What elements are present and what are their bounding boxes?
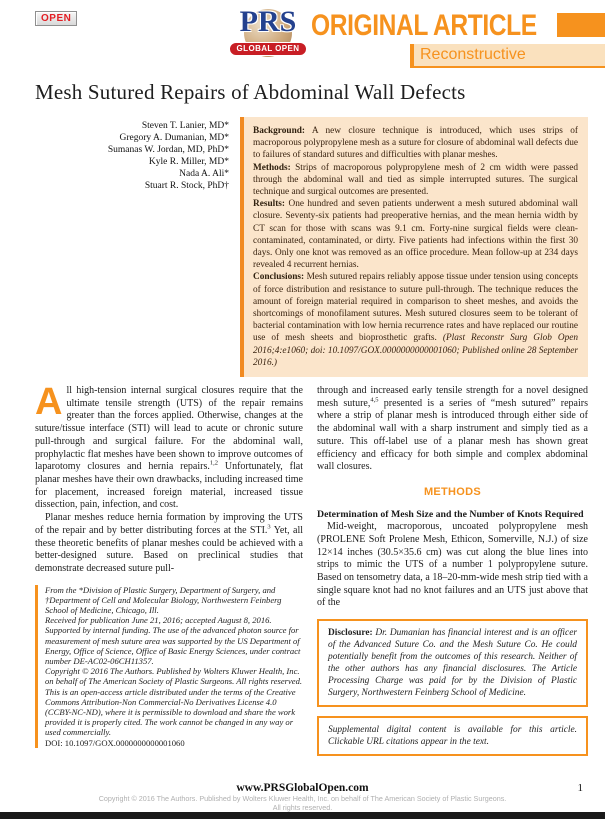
authors-list [35,117,229,192]
abstract-conclusions-text: Mesh sutured repairs reliably appose tissue under tension using concepts of force distribution and resistance to suture pull-through. The technique reduces the amount of foreign material required in comparison to sheet meshes, and avoids the shortcomings of monofilament sutures. Mesh sutured closures seem to be tolerant of bacterial contamination with low hernia recurrence rates and have replaced our routine use of mesh sheets and bioprosthetic grafts. [253,272,578,344]
meta-row [35,117,588,377]
author-line: Sumanas W. Jordan, MD, PhD* [107,145,229,155]
global-open-pill: GLOBAL OPEN [229,42,308,56]
abstract-methods-text: Strips of macroporous polypropylene mesh of 2 cm width were passed through the abdominal wall and tied as simple interrupted sutures. The surgical technique and surgical outcomes are presented. [253,162,578,198]
body-text: Yet, all these theoretic benefits of planar meshes could be achieved with a better-designed suture. Based on preclinical studies that demonstrate decreased suture pull- [35,524,304,574]
doi-line: DOI: 10.1097/GOX.0000000000001060 [45,737,185,748]
body-text: through and increased early tensile strength for a novel designed mesh suture, [317,385,588,409]
right-column [317,385,588,756]
journal-url-link[interactable]: www.PRSGlobalOpen.com [236,782,369,794]
footer-copyright [0,795,605,813]
abstract-box [240,117,588,377]
dropcap-letter: A [35,381,63,424]
disclosure-text: Dr. Dumanian has financial interest and is an officer of the Advanced Suture Co. and the Mesh Suture Co. He could potentially benefit from the outcomes of this research. Neither of the other authors has any financial disclosures. The Article Processing Charge was paid for by the Division of Plastic Surgery, Northwestern Feinberg School of Medicine. [328,628,577,699]
author-line: Stuart R. Stock, PhD† [144,181,229,191]
abstract-methods-label: Methods: [253,162,291,173]
left-column [35,381,304,756]
page-number: 1 [577,782,583,794]
disclosure-box [317,619,588,707]
article-title: Mesh Sutured Repairs of Abdominal Wall Defects [35,80,466,104]
footer-copyright-line2: All rights reserved. [272,803,333,813]
abstract-results-text: One hundred and seven patients underwent a mesh sutured abdominal wall closure. Seventy-six patients had preoperative hernias, and the mean hernia width by CT scan for those with scans was 9.1 cm. Forty-nine surgical fields were clean-contaminated, contaminated, or dirty. Five patients had infections within the first 30 days. Only one knot was removed as an office procedure. Mean follow-up at 234 days revealed 4 recurrent hernias. [253,199,578,271]
author-line: Kyle R. Miller, MD* [148,157,229,167]
body-paragraph: Mid-weight, macroporous, uncoated polypropylene mesh (PROLENE Soft Prolene Mesh, Ethicon, Somerville, N.J.) of size 12×14 inches (30.5×35.6 cm) was cut along the blue lines into strips to mimic the UTS of a number 1 polypropylene suture. Based on tensometry data, a 18–20-mm-wide mesh strip tied with a single square knot had no knot failures and an UTS just above that of the [317,521,588,609]
abstract-conclusions-label: Conclusions: [253,272,305,283]
footer-copyright-line1: Copyright © 2016 The Authors. Published by Wolters Kluwer Health, Inc. on behalf of The American Society of Plastic Surgeons. [98,794,507,804]
section-banner [410,44,605,68]
methods-section-heading: METHODS [423,485,482,498]
body-paragraph [35,512,303,576]
open-access-badge: OPEN [35,11,77,26]
body-text: Planar meshes reduce hernia formation by improving the UTS of the repair and by better distributing forces at the STI. [35,512,303,536]
abstract-methods [253,162,578,199]
abstract-conclusions [253,271,578,369]
article-content [35,80,588,756]
body-text: presented is a series of “mesh sutured” repairs where a strip of planar mesh is introduced through either side of the abdominal wall with a sharp instrument and simply tied as a suture. This off-label use of a planar mesh has shown great efficiency and efficacy for both simple and complex abdominal wall closures. [317,397,588,473]
author-line: Steven T. Lanier, MD* [141,121,229,131]
author-line: Gregory A. Dumanian, MD* [119,133,229,143]
bottom-rule-bar [0,812,605,819]
article-type-label: ORIGINAL ARTICLE [311,9,537,42]
body-paragraph [35,381,303,512]
body-paragraph [317,385,588,474]
footnote-block [35,585,303,748]
disclosure-label: Disclosure: [328,628,373,639]
prs-global-open-logo [224,6,312,64]
footnote-affiliation: From the *Division of Plastic Surgery, Department of Surgery, and †Department of Cell and Molecular Biology, Northwestern Feinberg School of Medicine, Chicago, Ill. [45,584,282,616]
body-text: Unfortunately, flat planar meshes have their own drawbacks, including increased time for placement, increased foreign material, increased tissue dissection, pain, infection, and cost. [35,461,303,511]
footnote-received: Received for publication June 21, 2016; accepted August 8, 2016. [45,615,272,626]
section-label: Reconstructive [420,46,526,63]
body-columns [35,381,588,756]
abstract-background-label: Background: [253,126,306,136]
abstract-background [253,125,578,162]
supplemental-text: Supplemental digital content is available for this article. Clickable URL citations appear in the text. [328,725,577,748]
reference-superscript: 4,5 [370,396,379,404]
author-line: Nada A. Ali* [179,169,229,179]
corner-accent-bar [557,13,605,37]
reference-superscript: 1,2 [209,459,218,467]
supplemental-content-box [317,716,588,756]
abstract-results-label: Results: [253,199,286,210]
prs-wordmark: PRS [239,5,297,38]
abstract-results [253,198,578,271]
footnote-funding: Supported by internal funding. The use of the advanced photon source for measurement of mesh suture area was supported by the US Department of Energy, Office of Science, Office of Basic Energy Sciences, under contract number DE-AC02-06CH11357. [45,625,301,667]
methods-subheading: Determination of Mesh Size and the Number of Knots Required [317,508,584,520]
body-text: ll high-tension internal surgical closures require that the ultimate tensile strength (UTS) of the repair remains greater than the forces applied. Otherwise, changes at the suture/tissue interface (STI) will lead to acute or chronic suture pull-through and surgical failure. For the abdominal wall, prophylactic flat meshes have been shown to improve outcomes of laparotomy closures and hernia repairs. [35,385,303,473]
abstract-citation: (Plast Reconstr Surg Glob Open 2016;4:e1060; doi: 10.1097/GOX.0000000000001060; Published online 28 September 2016.) [253,333,578,368]
reference-superscript: 3 [267,523,271,531]
footnote-copyright: Copyright © 2016 The Authors. Published by Wolters Kluwer Health, Inc. on behalf of The American Society of Plastic Surgeons. All rights reserved. This is an open-access article distributed under the terms of the Creative Commons Attribution-Non Commercial-No Derivatives License 4.0 (CCBY-NC-ND), where it is permissible to download and share the work provided it is properly cited. The work cannot be changed in any way or used commercially. [45,666,303,738]
abstract-background-text: A new closure technique is introduced, which uses strips of macroporous polypropylene mesh as a suture for closure of abdominal wall defects due to failures of standard sutures and difficulties with planar meshes. [253,126,578,161]
